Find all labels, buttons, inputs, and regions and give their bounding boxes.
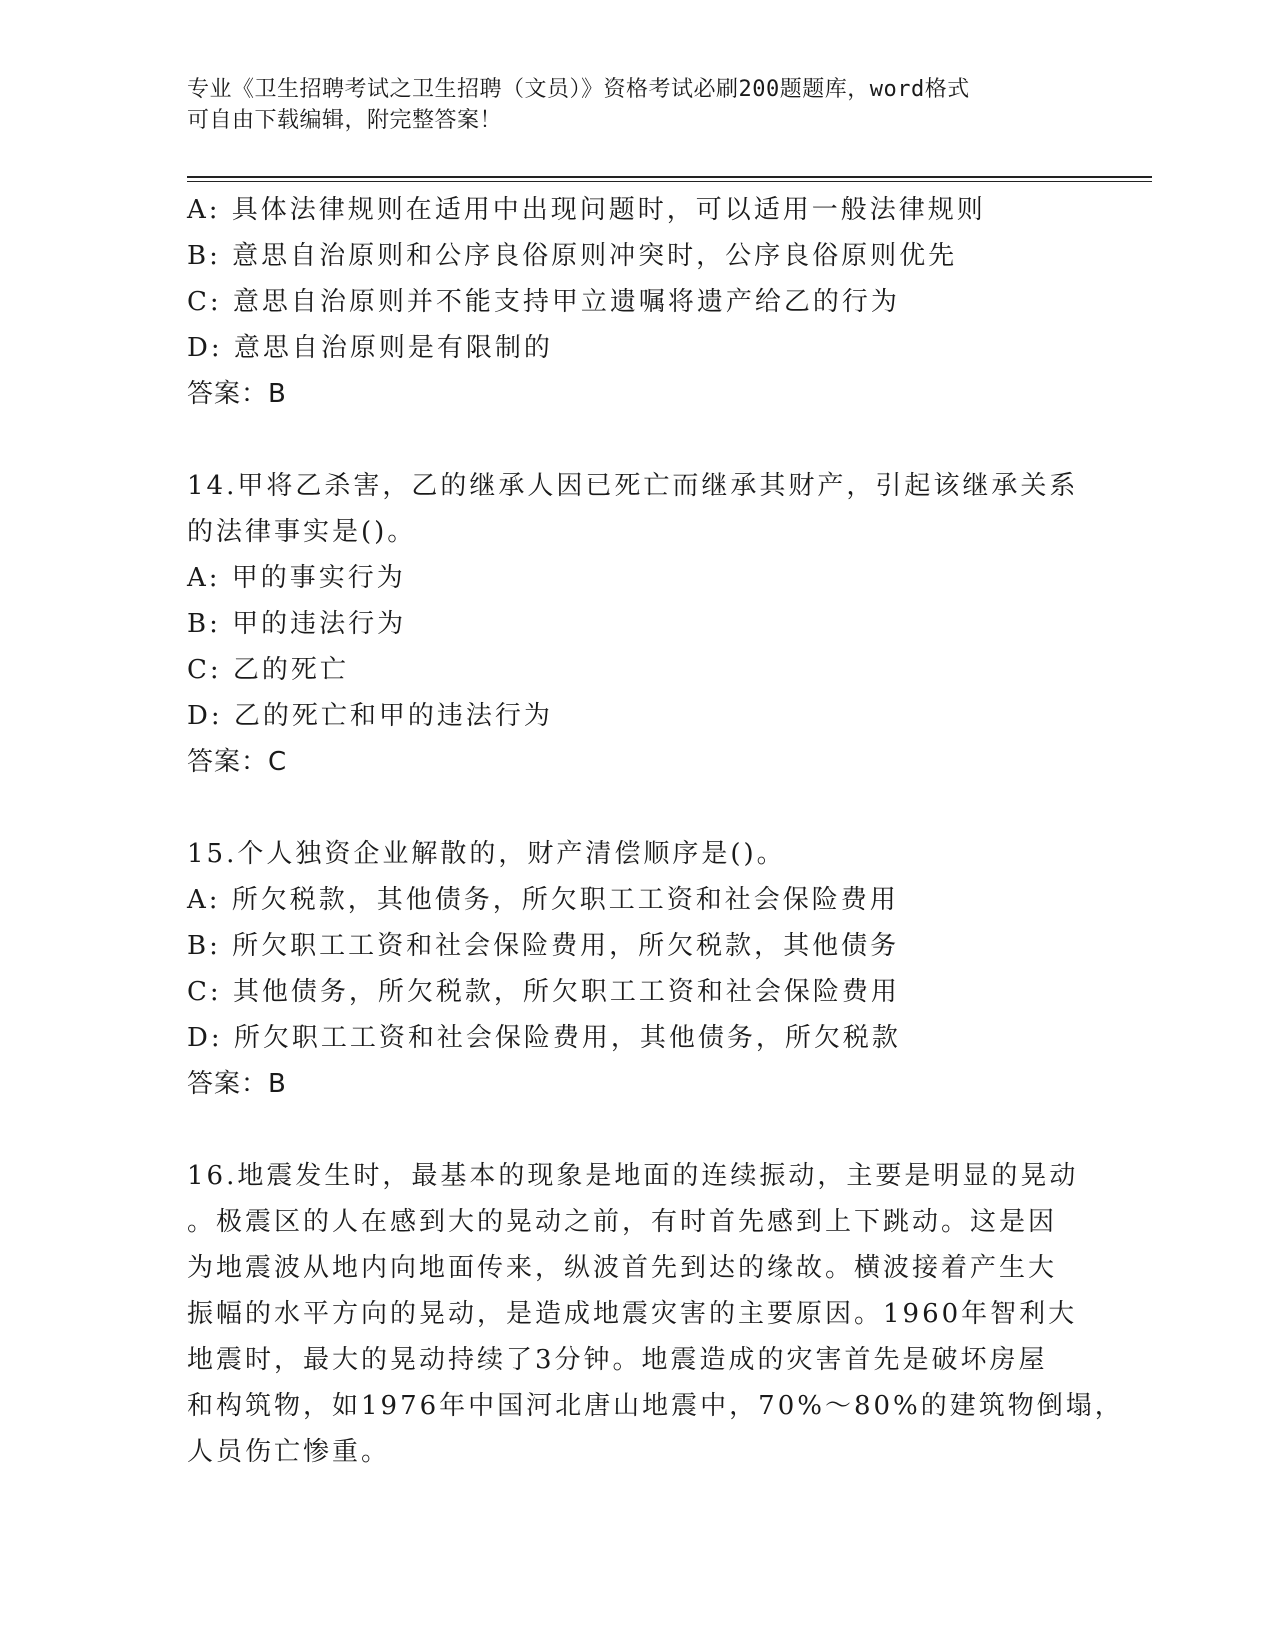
question-stem: 14.甲将乙杀害，乙的继承人因已死亡而继承其财产，引起该继承关系: [187, 471, 1079, 501]
header-rule-thick: [187, 176, 1152, 178]
question-stem: 为地震波从地内向地面传来，纵波首先到达的缘故。横波接着产生大: [187, 1253, 1058, 1283]
option-d: D: 所欠职工工资和社会保险费用，其他债务，所欠税款: [187, 1023, 901, 1053]
document-body: [187, 187, 1124, 1475]
option-c: C: 乙的死亡: [187, 655, 349, 685]
question-stem: 的法律事实是()。: [187, 517, 417, 547]
option-b: B: 甲的违法行为: [187, 609, 407, 639]
question-stem: 地震时，最大的晃动持续了3分钟。地震造成的灾害首先是破坏房屋: [187, 1345, 1048, 1375]
option-b: B: 意思自治原则和公序良俗原则冲突时，公序良俗原则优先: [187, 241, 958, 271]
option-a: A: 甲的事实行为: [187, 563, 406, 593]
question-15: [187, 831, 1087, 1107]
question-stem: 振幅的水平方向的晃动，是造成地震灾害的主要原因。1960年智利大: [187, 1299, 1078, 1329]
question-stem: 人员伤亡惨重。: [187, 1437, 391, 1467]
option-c: C: 意思自治原则并不能支持甲立遗嘱将遗产给乙的行为: [187, 287, 900, 317]
question-16: [187, 1153, 1124, 1475]
answer: 答案：C: [187, 747, 288, 777]
option-b: B: 所欠职工工资和社会保险费用，所欠税款，其他债务: [187, 931, 900, 961]
question-13: [187, 187, 1087, 417]
answer: 答案：B: [187, 379, 287, 409]
document-header: [187, 74, 1067, 136]
header-line-1: 专业《卫生招聘考试之卫生招聘（文员）》资格考试必刷200题题库，word格式: [187, 77, 970, 102]
answer: 答案：B: [187, 1069, 287, 1099]
question-stem: 和构筑物，如1976年中国河北唐山地震中，70%～80%的建筑物倒塌，: [187, 1391, 1124, 1421]
option-c: C: 其他债务，所欠税款，所欠职工工资和社会保险费用: [187, 977, 900, 1007]
header-rule-thin: [187, 181, 1152, 182]
question-stem: 15.个人独资企业解散的，财产清偿顺序是()。: [187, 839, 786, 869]
question-stem: 16.地震发生时，最基本的现象是地面的连续振动，主要是明显的晃动: [187, 1161, 1079, 1191]
question-14: [187, 463, 1087, 785]
question-stem: 。极震区的人在感到大的晃动之前，有时首先感到上下跳动。这是因: [187, 1207, 1058, 1237]
option-a: A: 所欠税款，其他债务，所欠职工工资和社会保险费用: [187, 885, 899, 915]
option-a: A: 具体法律规则在适用中出现问题时，可以适用一般法律规则: [187, 195, 986, 225]
option-d: D: 意思自治原则是有限制的: [187, 333, 553, 363]
header-line-2: 可自由下载编辑，附完整答案！: [187, 108, 503, 133]
option-d: D: 乙的死亡和甲的违法行为: [187, 701, 553, 731]
